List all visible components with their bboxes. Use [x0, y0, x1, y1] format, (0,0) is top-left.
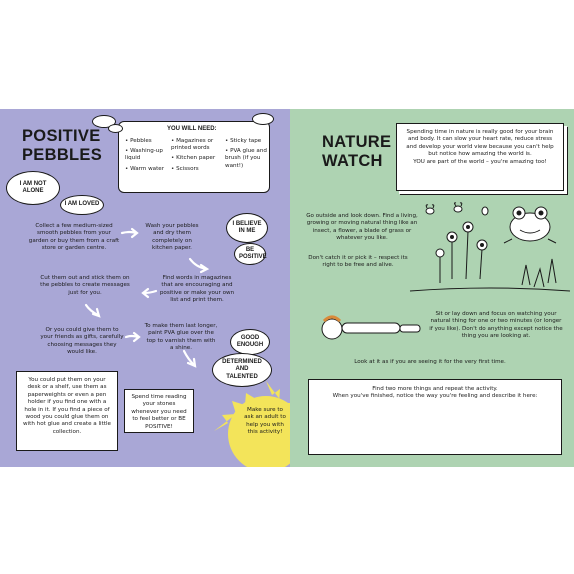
step-text: Wash your pebbles and dry them completely on kitchen paper.: [145, 223, 199, 252]
step-text: Collect a few medium-sized smooth pebbles from your garden or buy them from a craft store or garden centre.: [28, 223, 120, 252]
flower-icon: [447, 232, 457, 279]
right-page: [290, 109, 574, 467]
need-item: • PVA glue and brush (if you want!): [225, 148, 267, 169]
need-item: • Sticky tape: [225, 138, 262, 144]
title-line: NATURE: [322, 133, 392, 151]
spend-time-text: Spend time reading your stones whenever you need to feel better or BE POSITIVE!: [131, 394, 187, 430]
grass-icon: [522, 259, 556, 287]
box-text: When you've finished, notice the way you're feeling and describe it here:: [332, 393, 538, 400]
bubble-text: DETERMINED AND TALENTED: [222, 358, 262, 380]
left-page: [0, 109, 290, 467]
bubble-text: BE POSITIVE: [239, 246, 267, 260]
nature-illustration: [290, 109, 574, 467]
need-item: • Pebbles: [125, 138, 152, 144]
adult-note: Make sure to ask an adult to help you with this activity!: [244, 407, 286, 436]
flower-icon: [436, 249, 444, 283]
intro-emphasis: YOU are part of the world – you're amazing too!: [413, 158, 547, 165]
ground-line: [410, 288, 570, 291]
child-icon: [322, 317, 420, 339]
bubble-text: I AM LOVED: [64, 201, 100, 208]
title-line: POSITIVE: [22, 127, 101, 145]
title-line: WATCH: [322, 152, 383, 170]
need-item: • Washing-up liquid: [125, 148, 163, 162]
tip-text: You could put them on your desk or a shelf, use them as paperweights or even a pen holder if you find one with a hole in it. If you find a piece of wood you could glue them on with hot glue and create a little collection.: [23, 377, 111, 435]
bubble-text: GOOD ENOUGH: [236, 334, 264, 348]
instruction-text: Don't catch it or pick it – respect its right to be free and alive.: [308, 255, 408, 269]
bee-icon: [426, 205, 434, 214]
arrow-icon: [122, 232, 136, 233]
instruction-text: Go outside and look down. Find a living, growing or moving natural thing like an insect, a flower, a blade of grass or whatever you like.: [306, 213, 418, 242]
frog-icon: [504, 207, 556, 243]
beetle-icon: [482, 207, 488, 215]
step-arrows: [0, 109, 290, 467]
step-text: Or you could give them to your friends as gifts, carefully choosing messages they would like.: [40, 327, 124, 356]
bubble-text: I AM NOT ALONE: [19, 180, 47, 194]
bee-icon: [454, 203, 462, 212]
need-item: • Scissors: [171, 165, 199, 172]
bubble-text: I BELIEVE IN ME: [232, 220, 262, 234]
step-text: Find words in magazines that are encouraging and positive or make your own list and print them.: [159, 275, 235, 304]
box-text: Find two more things and repeat the activity.: [372, 386, 498, 392]
instruction-text: Sit or lay down and focus on watching your natural thing for one or two minutes (or longer if you like). Don't do anything except notice the thing you are looking at.: [429, 311, 563, 340]
need-item: • Warm water: [125, 165, 165, 172]
intro-text: Spending time in nature is really good for your brain and body. It can slow your heart rate, reduce stress and develop your world view because you can't help but notice how amazing the world is.: [406, 129, 554, 158]
flower-icon: [477, 240, 487, 279]
need-item: • Magazines or printed words: [171, 138, 214, 152]
needs-heading: YOU WILL NEED:: [167, 126, 217, 132]
instruction-text: Look at it as if you are seeing it for the very first time.: [354, 359, 506, 365]
title-line: PEBBLES: [22, 146, 103, 164]
need-item: • Kitchen paper: [171, 155, 216, 162]
flower-icon: [463, 222, 473, 279]
step-text: Cut them out and stick them on the pebbles to create messages just for you.: [40, 275, 130, 296]
step-text: To make them last longer, paint PVA glue over the top to varnish them with a shine.: [144, 323, 218, 352]
